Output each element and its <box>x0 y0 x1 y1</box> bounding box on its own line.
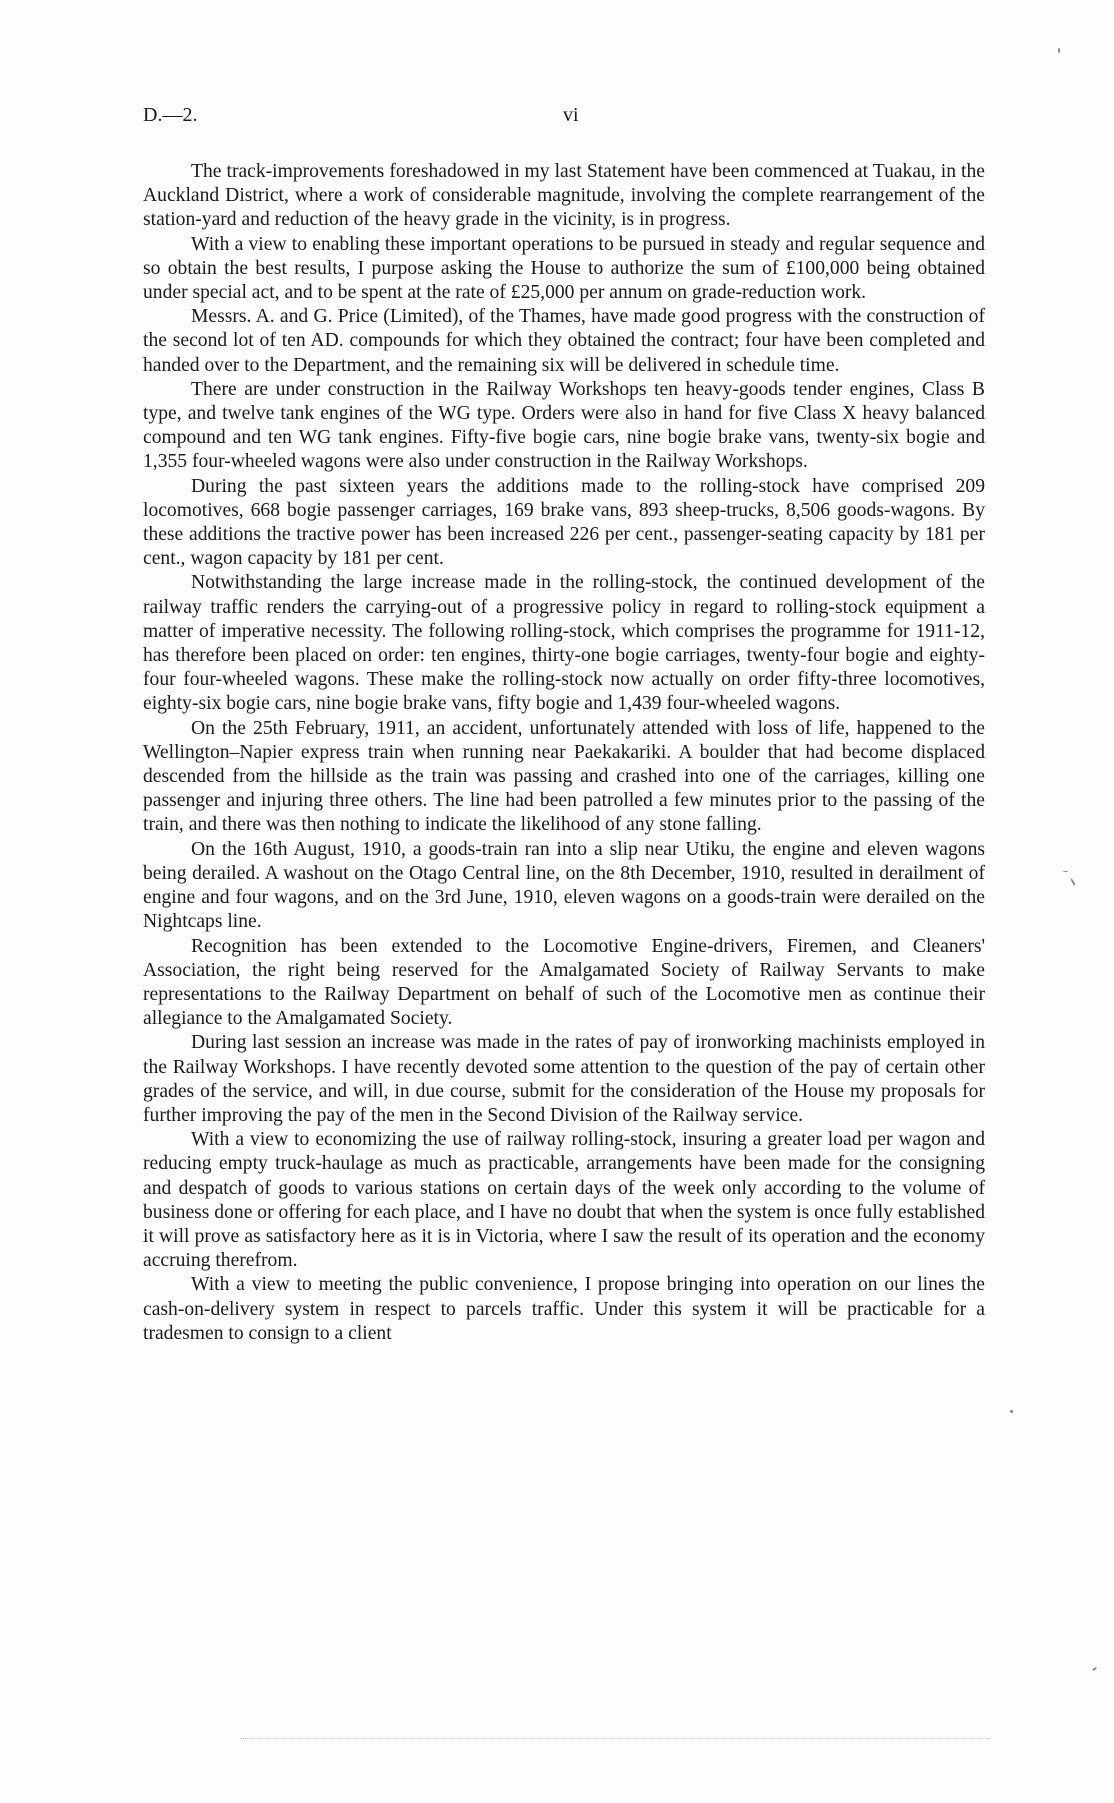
paragraph-price-compounds: Messrs. A. and G. Price (Limited), of the Thames, have made good progress with the construction of the second lot of ten AD. compounds for which they obtained the contract; four have been completed and handed over to the Department, and the remaining six will be delivered in schedule time. <box>143 306 985 376</box>
scan-dotted-line <box>240 1738 990 1741</box>
page-number: vi <box>563 104 579 126</box>
body-text <box>143 160 985 1346</box>
paragraph-goods-consigning: With a view to economizing the use of railway rolling-stock, insuring a greater load per wagon and reducing empty truck-haulage as much as practicable, arrangements have been made for the consigning and despatch of goods to various stations on certain days of the week only according to the volume of business done or offering for each place, and I have no doubt that when the system is once fully established it will prove as satisfactory here as it is in Victoria, where I saw the result of its operation and the economy accruing therefrom. <box>143 1129 985 1272</box>
paragraph-derailments: On the 16th August, 1910, a goods-train ran into a slip near Utiku, the engine and eleven wagons being derailed. A washout on the Otago Central line, on the 8th December, 1910, resulted in derailment of engine and four wagons, and on the 3rd June, 1910, eleven wagons on a goods-train were derailed on the Nightcaps line. <box>143 838 985 933</box>
paragraph-rolling-stock-additions: During the past sixteen years the additions made to the rolling-stock have comprised 209 locomotives, 668 bogie passenger carriages, 169 brake vans, 893 sheep-trucks, 8,506 goods-wagons. By these additions the tractive power has been increased 226 per cent., passenger-seating capacity by 181 per cent., wagon capacity by 181 per cent. <box>143 475 985 570</box>
document-reference: D.—2. <box>143 104 198 126</box>
scan-speck <box>1010 1410 1013 1413</box>
paragraph-association-recognition: Recognition has been extended to the Locomotive Engine-drivers, Firemen, and Cleaners' Association, the right being reserved for the Amalgamated Society of Railway Servants to make representations to the Railway Department on behalf of such of the Locomotive men as continue their allegiance to the Amalgamated Society. <box>143 935 985 1030</box>
paragraph-grade-reduction: With a view to enabling these important operations to be pursued in steady and regular sequence and so obtain the best results, I purpose asking the House to authorize the sum of £100,000 being obtained under special act, and to be spent at the rate of £25,000 per annum on grade-reduction work. <box>143 233 985 304</box>
scan-speck <box>1070 878 1076 886</box>
paragraph-track-improvements: The track-improvements foreshadowed in my last Statement have been commenced at Tuakau, in the Auckland District, where a work of considerable magnitude, involving the complete rearrangement of the station-yard and reduction of the heavy grade in the vicinity, is in progress. <box>143 161 985 231</box>
scan-speck <box>1092 1667 1097 1672</box>
paragraph-workshops-construction: There are under construction in the Railway Workshops ten heavy-goods tender engines, Class B type, and twelve tank engines of the WG type. Orders were also in hand for five Class X heavy balanced compound and ten WG tank engines. Fifty-five bogie cars, nine bogie brake vans, twenty-six bogie and 1,355 four-wheeled wagons were also under construction in the Railway Workshops. <box>143 378 985 473</box>
scan-speck <box>1063 871 1068 872</box>
paragraph-rolling-stock-orders: Notwithstanding the large increase made in the rolling-stock, the continued development of the railway traffic renders the carrying-out of a progressive policy in regard to rolling-stock equipment a matter of imperative necessity. The following rolling-stock, which comprises the programme for 1911-12, has therefore been placed on order: ten engines, thirty-one bogie carriages, twenty-four bogie and eighty-four four-wheeled wagons. These make the rolling-stock now actually on order fifty-three locomotives, eighty-six bogie cars, nine bogie brake vans, fifty bogie and 1,439 four-wheeled wagons. <box>143 572 985 715</box>
paragraph-cash-on-delivery: With a view to meeting the public convenience, I propose bringing into operation on our lines the cash-on-delivery system in respect to parcels traffic. Under this system it will be practicable for a tradesmen to consign to a client <box>143 1274 985 1344</box>
scan-speck <box>1058 48 1060 53</box>
page-header <box>143 104 985 134</box>
paragraph-pay-rates: During last session an increase was made in the rates of pay of ironworking machinists employed in the Railway Workshops. I have recently devoted some attention to the question of the pay of certain other grades of the service, and will, in due course, submit for the consideration of the House my proposals for further improving the pay of the men in the Second Division of the Railway service. <box>143 1032 985 1126</box>
paragraph-paekakariki-accident: On the 25th February, 1911, an accident, unfortunately attended with loss of life, happened to the Wellington–Napier express train when running near Paekakariki. A boulder that had become displaced descended from the hillside as the train was passing and crashed into one of the carriages, killing one passenger and injuring three others. The line had been patrolled a few minutes prior to the passing of the train, and there was then nothing to indicate the likelihood of any stone falling. <box>143 717 985 836</box>
